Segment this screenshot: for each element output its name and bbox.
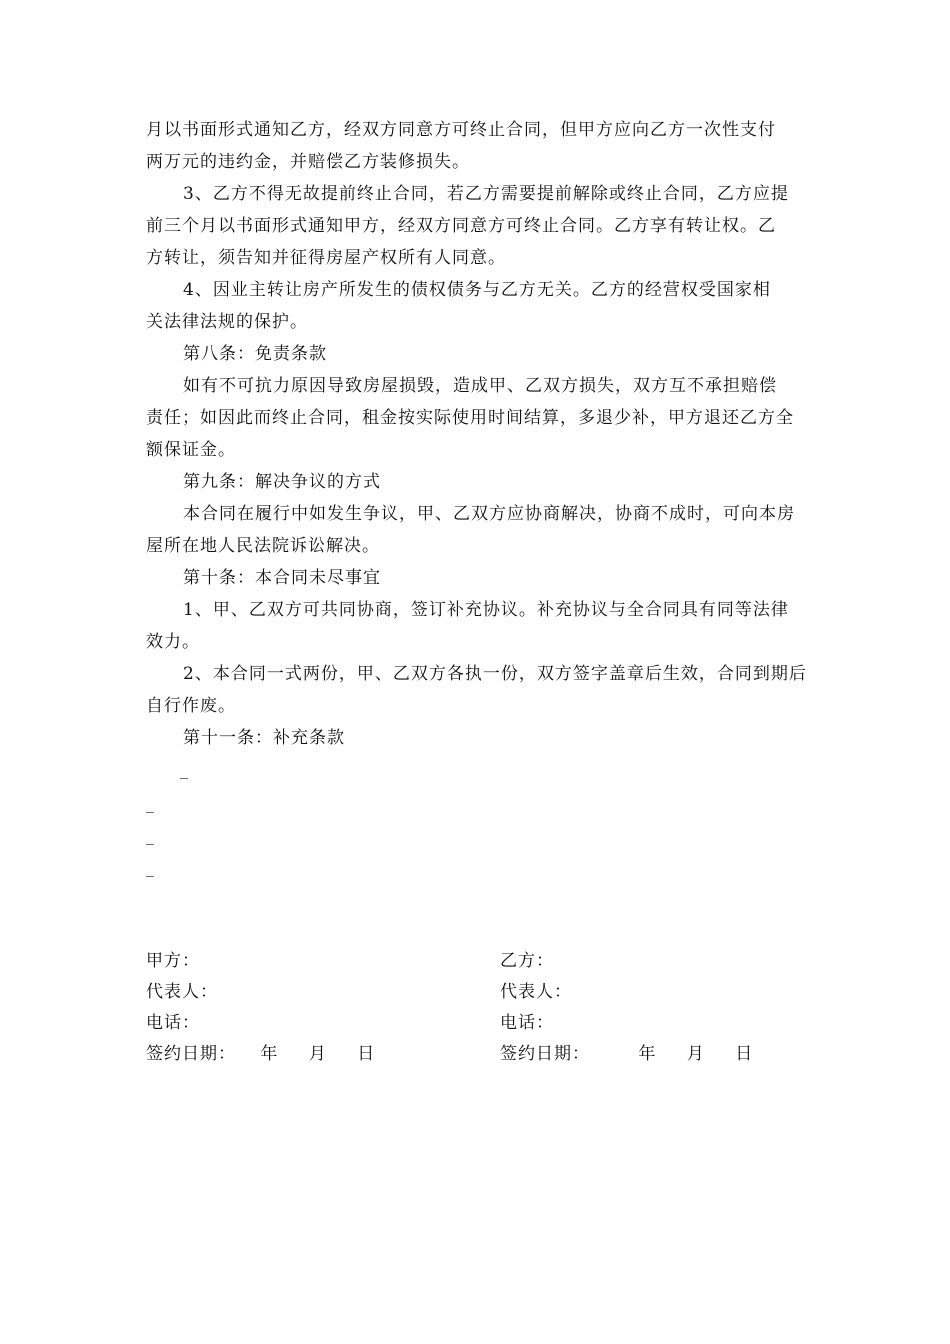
party-a-phone: 电话：: [146, 1013, 200, 1033]
party-a-month: 月: [308, 1044, 327, 1064]
body-line: 4、因业主转让房产所发生的债权债务与乙方无关。乙方的经营权受国家相: [183, 280, 771, 300]
party-a-year: 年: [260, 1044, 279, 1064]
blank-line: _: [146, 858, 154, 877]
section-heading: 第十一条：补充条款: [183, 728, 345, 748]
party-a-rep: 代表人：: [146, 982, 218, 1002]
section-heading: 第九条：解决争议的方式: [183, 472, 381, 492]
body-line: 2、本合同一式两份，甲、乙双方各执一份，双方签字盖章后生效，合同到期后: [183, 664, 807, 684]
body-line: 两万元的违约金，并赔偿乙方装修损失。: [146, 152, 470, 172]
party-a-label: 甲方：: [146, 951, 200, 971]
party-b-day: 日: [735, 1044, 754, 1064]
party-b-year: 年: [638, 1044, 657, 1064]
body-line: 关法律法规的保护。: [146, 312, 308, 332]
body-line: 前三个月以书面形式通知甲方，经双方同意方可终止合同。乙方享有转让权。乙: [146, 216, 776, 236]
party-b-date-label: 签约日期：: [500, 1044, 590, 1064]
body-line: 自行作废。: [146, 696, 236, 716]
party-a-day: 日: [357, 1044, 376, 1064]
body-line: 如有不可抗力原因导致房屋损毁，造成甲、乙双方损失，双方互不承担赔偿: [183, 376, 777, 396]
body-line: 本合同在履行中如发生争议，甲、乙双方应协商解决，协商不成时，可向本房: [183, 504, 795, 524]
body-line: 1、甲、乙双方可共同协商，签订补充协议。补充协议与全合同具有同等法律: [183, 600, 789, 620]
party-b-month: 月: [686, 1044, 705, 1064]
party-b-rep: 代表人：: [500, 982, 572, 1002]
party-b-label: 乙方：: [500, 951, 554, 971]
section-heading: 第八条：免责条款: [183, 344, 327, 364]
party-a-date-label: 签约日期：: [146, 1044, 236, 1064]
contract-body: [146, 114, 808, 754]
body-line: 屋所在地人民法院诉讼解决。: [146, 536, 380, 556]
party-a-signature: [146, 946, 375, 1070]
blank-line: _: [146, 794, 154, 813]
body-line: 3、乙方不得无故提前终止合同，若乙方需要提前解除或终止合同，乙方应提: [183, 184, 789, 204]
blank-line: _: [146, 826, 154, 845]
blank-line: _: [180, 760, 188, 779]
party-b-signature: [500, 946, 753, 1070]
body-line: 月以书面形式通知乙方，经双方同意方可终止合同，但甲方应向乙方一次性支付: [146, 120, 776, 140]
body-line: 责任；如因此而终止合同，租金按实际使用时间结算，多退少补，甲方退还乙方全: [146, 408, 794, 428]
body-line: 方转让，须告知并征得房屋产权所有人同意。: [146, 248, 506, 268]
party-b-phone: 电话：: [500, 1013, 554, 1033]
party-a-date-row: [146, 1039, 375, 1070]
party-b-date-row: [500, 1039, 753, 1070]
body-line: 额保证金。: [146, 440, 236, 460]
body-line: 效力。: [146, 632, 200, 652]
section-heading: 第十条：本合同未尽事宜: [183, 568, 381, 588]
